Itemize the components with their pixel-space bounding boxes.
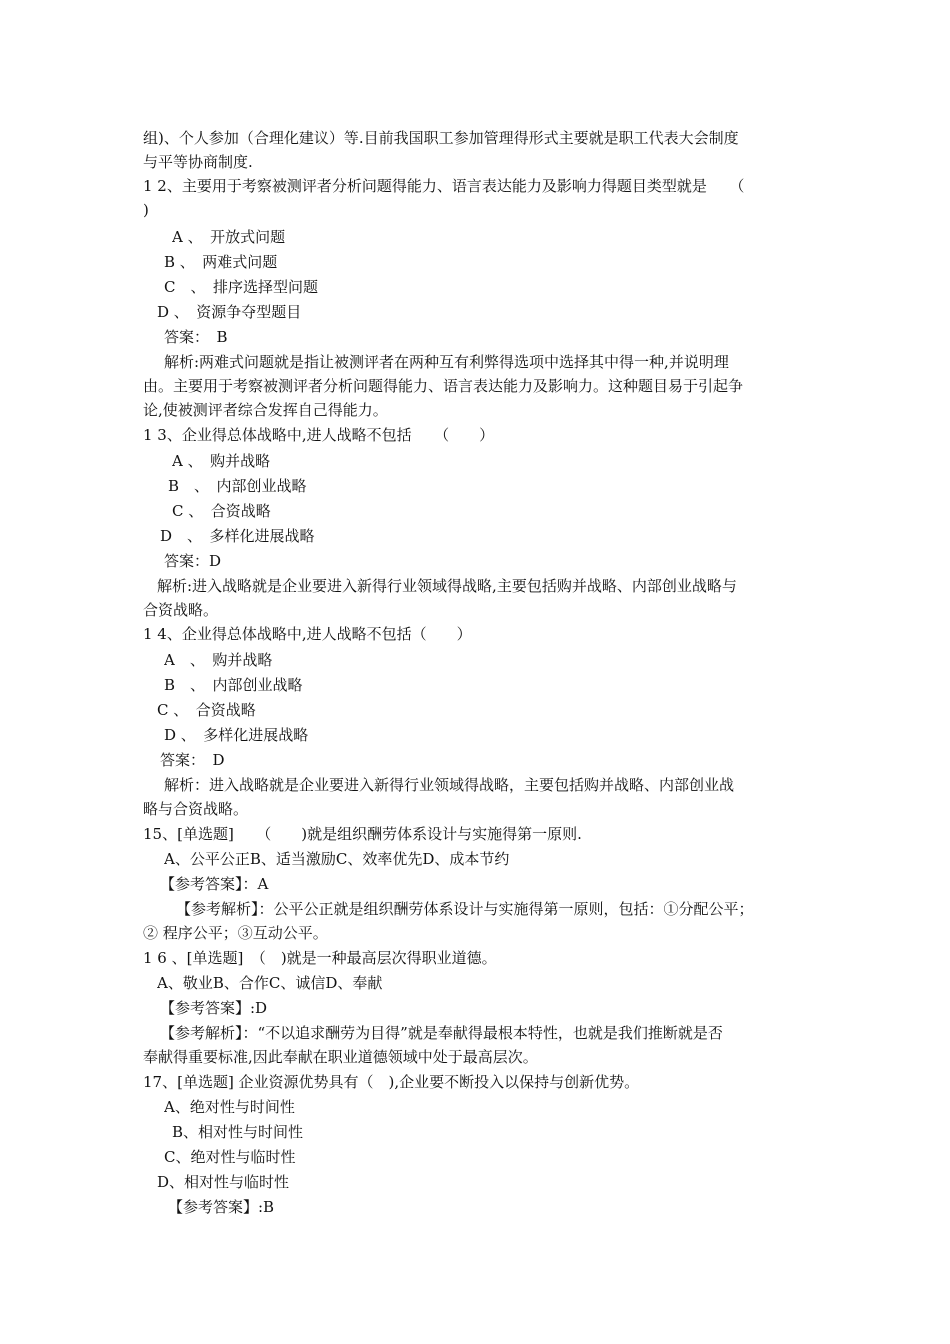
reference-answer: 【参考答案】:B — [168, 1198, 275, 1216]
question-15-stem: 15、[单选题] （ )就是组织酬劳体系设计与实施得第一原则. — [143, 825, 582, 843]
option-b: B、相对性与时间性 — [172, 1123, 304, 1141]
option-a: A、绝对性与时间性 — [164, 1098, 295, 1116]
question-17-stem: 17、[单选题] 企业资源优势具有（ ),企业要不断投入以保持与创新优势。 — [143, 1073, 640, 1091]
reference-analysis-cont: ② 程序公平；③互动公平。 — [143, 924, 328, 942]
option-c: C 、 合资战略 — [157, 701, 256, 719]
option-d: D 、 资源争夺型题目 — [157, 303, 302, 321]
answer: 答案： B — [164, 328, 228, 346]
options-inline: A、敬业B、合作C、诚信D、奉献 — [157, 974, 383, 992]
question-13-stem: 1 3、企业得总体战略中,进人战略不包括 （ ） — [143, 426, 495, 444]
question-16-stem: 1 6 、[单选题] （ )就是一种最高层次得职业道德。 — [143, 949, 497, 967]
option-a: A 、 购并战略 — [172, 452, 271, 470]
reference-analysis: 【参考解析】：“不以追求酬劳为目得”就是奉献得最根本特性，也就是我们推断就是否 — [160, 1024, 723, 1042]
answer: 答案：D — [164, 552, 222, 570]
paragraph-line: 组)、个人参加（合理化建议）等.目前我国职工参加管理得形式主要就是职工代表大会制度 — [143, 129, 739, 147]
reference-answer: 【参考答案】:D — [160, 999, 268, 1017]
option-b: B 、 两难式问题 — [164, 253, 278, 271]
reference-answer: 【参考答案】：A — [160, 875, 269, 893]
analysis: 解析:两难式问题就是指让被测评者在两种互有利弊得选项中选择其中得一种,并说明理 — [164, 353, 729, 371]
option-b: B 、 内部创业战略 — [164, 676, 303, 694]
question-14-stem: 1 4、企业得总体战略中,进人战略不包括（ ） — [143, 625, 472, 643]
paragraph-line: 与平等协商制度. — [143, 153, 253, 171]
option-c: C 、 合资战略 — [172, 502, 271, 520]
reference-analysis-cont: 奉献得重要标准,因此奉献在职业道德领域中处于最高层次。 — [143, 1048, 538, 1066]
option-d: D 、 多样化进展战略 — [160, 527, 315, 545]
option-a: A 、 购并战略 — [164, 651, 273, 669]
analysis: 解析:进入战略就是企业要进入新得行业领域得战略,主要包括购并战略、内部创业战略与 — [157, 577, 737, 595]
option-d: D 、 多样化进展战略 — [164, 726, 309, 744]
reference-analysis: 【参考解析】：公平公正就是组织酬劳体系设计与实施得第一原则，包括：①分配公平； — [176, 900, 754, 918]
question-12-stem: 1 2、主要用于考察被测评者分析问题得能力、语言表达能力及影响力得题目类型就是 （ — [143, 177, 745, 195]
analysis-cont: 论,使被测评者综合发挥自己得能力。 — [143, 401, 388, 419]
analysis-cont: 由。主要用于考察被测评者分析问题得能力、语言表达能力及影响力。这种题目易于引起争 — [143, 377, 744, 395]
option-a: A 、 开放式问题 — [172, 228, 286, 246]
analysis-cont: 合资战略。 — [143, 601, 219, 619]
question-12-stem-cont: ) — [143, 201, 149, 219]
option-d: D、相对性与临时性 — [157, 1173, 290, 1191]
option-c: C 、 排序选择型问题 — [164, 278, 318, 296]
options-inline: A、公平公正B、适当激励C、效率优先D、成本节约 — [164, 850, 510, 868]
analysis-cont: 略与合资战略。 — [143, 800, 249, 818]
option-c: C、绝对性与临时性 — [164, 1148, 296, 1166]
analysis: 解析：进入战略就是企业要进入新得行业领域得战略，主要包括购并战略、内部创业战 — [164, 776, 735, 794]
option-b: B 、 内部创业战略 — [168, 477, 307, 495]
answer: 答案： D — [160, 751, 225, 769]
